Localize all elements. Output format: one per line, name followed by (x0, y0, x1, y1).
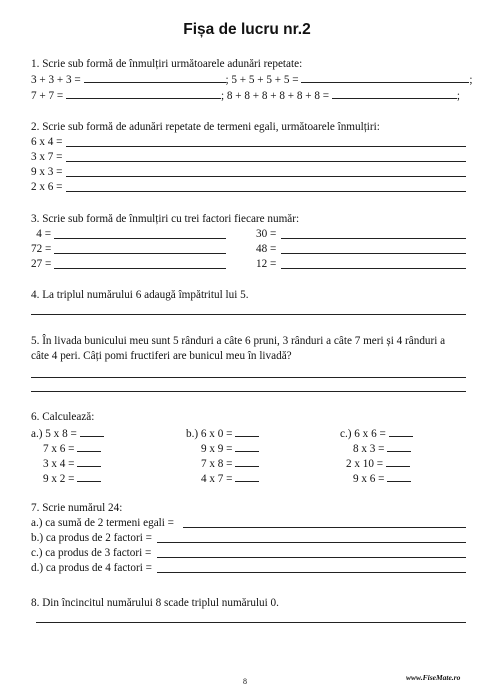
answer-line[interactable] (31, 391, 466, 392)
q1-end: ; (456, 90, 460, 102)
answer-blank[interactable] (389, 427, 413, 437)
answer-line[interactable] (66, 191, 466, 192)
q3-right-1: 30 = (256, 228, 277, 240)
q6-a-2 (43, 442, 101, 456)
q3-left-2: 72 = (31, 243, 52, 255)
q6-c-1 (340, 427, 413, 441)
answer-blank[interactable] (387, 472, 411, 482)
answer-line[interactable] (301, 73, 469, 83)
answer-blank[interactable] (235, 457, 259, 467)
q7-b: b.) ca produs de 2 factori = (31, 532, 152, 544)
answer-line[interactable] (281, 238, 466, 239)
answer-blank[interactable] (77, 457, 101, 467)
question-3: 3. Scrie sub formă de înmulțiri cu trei factori fiecare număr: (31, 213, 300, 225)
q6-expr: c.) 6 x 6 = (340, 428, 386, 440)
q6-expr: b.) 6 x 0 = (186, 428, 233, 440)
answer-line[interactable] (66, 176, 466, 177)
q6-expr: 8 x 3 = (353, 443, 385, 455)
q6-b-1 (186, 427, 259, 441)
page-number: 8 (243, 677, 247, 686)
answer-blank[interactable] (77, 472, 101, 482)
q6-expr: 9 x 9 = (201, 443, 233, 455)
question-6: 6. Calculează: (31, 411, 95, 423)
q6-expr: 9 x 6 = (353, 473, 385, 485)
q6-b-2 (201, 442, 259, 456)
q6-expr: 2 x 10 = (346, 458, 384, 470)
q6-expr: 4 x 7 = (201, 473, 233, 485)
question-7: 7. Scrie numărul 24: (31, 502, 123, 514)
answer-line[interactable] (66, 146, 466, 147)
q7-c: c.) ca produs de 3 factori = (31, 547, 152, 559)
q1-row-2 (31, 89, 460, 103)
answer-line[interactable] (84, 73, 226, 83)
question-5-line-1: 5. În livada bunicului meu sunt 5 rânduri a câte 6 pruni, 3 rânduri a câte 7 meri și 4 rânduri a (31, 335, 446, 347)
q6-a-1 (31, 427, 104, 441)
q6-expr: 7 x 8 = (201, 458, 233, 470)
answer-line[interactable] (183, 527, 466, 528)
answer-line[interactable] (332, 89, 457, 99)
q1-expr-1: 3 + 3 + 3 = (31, 74, 84, 86)
q6-expr: 9 x 2 = (43, 473, 75, 485)
answer-line[interactable] (54, 238, 226, 239)
answer-line[interactable] (281, 253, 466, 254)
answer-line[interactable] (66, 89, 221, 99)
q1-end: ; (469, 74, 473, 86)
answer-blank[interactable] (235, 427, 259, 437)
question-2: 2. Scrie sub formă de adunări repetate de termeni egali, următoarele înmulțiri: (31, 121, 380, 133)
answer-line[interactable] (31, 377, 466, 378)
q6-c-2 (353, 442, 411, 456)
q2-label-4: 2 x 6 = (31, 181, 63, 193)
question-4: 4. La triplul numărului 6 adaugă împătritul lui 5. (31, 289, 249, 301)
q6-c-3 (346, 457, 410, 471)
answer-line[interactable] (54, 268, 226, 269)
q6-expr: 7 x 6 = (43, 443, 75, 455)
answer-blank[interactable] (77, 442, 101, 452)
question-5-line-2: câte 4 peri. Câți pomi fructiferi are bunicul meu în livadă? (31, 350, 292, 362)
answer-blank[interactable] (387, 442, 411, 452)
q3-right-3: 12 = (256, 258, 277, 270)
answer-blank[interactable] (386, 457, 410, 467)
q6-c-4 (353, 472, 411, 486)
q3-left-3: 27 = (31, 258, 52, 270)
q2-label-1: 6 x 4 = (31, 136, 63, 148)
q1-row-1 (31, 73, 473, 87)
answer-line[interactable] (157, 557, 466, 558)
answer-line[interactable] (36, 622, 466, 623)
answer-line[interactable] (31, 314, 466, 315)
q1-expr-2: ; 5 + 5 + 5 + 5 = (225, 74, 302, 86)
question-1: 1. Scrie sub formă de înmulțiri următoarele adunări repetate: (31, 58, 303, 70)
q2-label-3: 9 x 3 = (31, 166, 63, 178)
answer-blank[interactable] (80, 427, 104, 437)
q3-right-2: 48 = (256, 243, 277, 255)
q2-label-2: 3 x 7 = (31, 151, 63, 163)
q6-a-4 (43, 472, 101, 486)
answer-line[interactable] (157, 572, 466, 573)
q6-b-3 (201, 457, 259, 471)
answer-line[interactable] (281, 268, 466, 269)
answer-line[interactable] (66, 161, 466, 162)
q6-b-4 (201, 472, 259, 486)
q6-a-3 (43, 457, 101, 471)
q1-expr-3: 7 + 7 = (31, 90, 66, 102)
site-watermark: www.FiseMate.ro (406, 673, 461, 682)
answer-blank[interactable] (235, 442, 259, 452)
answer-line[interactable] (157, 542, 466, 543)
q6-expr: 3 x 4 = (43, 458, 75, 470)
question-8: 8. Din încincitul numărului 8 scade triplul numărului 0. (31, 597, 279, 609)
q7-d: d.) ca produs de 4 factori = (31, 562, 152, 574)
page-title: Fișa de lucru nr.2 (183, 21, 311, 38)
answer-line[interactable] (54, 253, 226, 254)
q3-left-1: 4 = (36, 228, 51, 240)
q1-expr-4: ; 8 + 8 + 8 + 8 + 8 + 8 = (221, 90, 332, 102)
q6-expr: a.) 5 x 8 = (31, 428, 77, 440)
q7-a: a.) ca sumă de 2 termeni egali = (31, 517, 174, 529)
answer-blank[interactable] (235, 472, 259, 482)
